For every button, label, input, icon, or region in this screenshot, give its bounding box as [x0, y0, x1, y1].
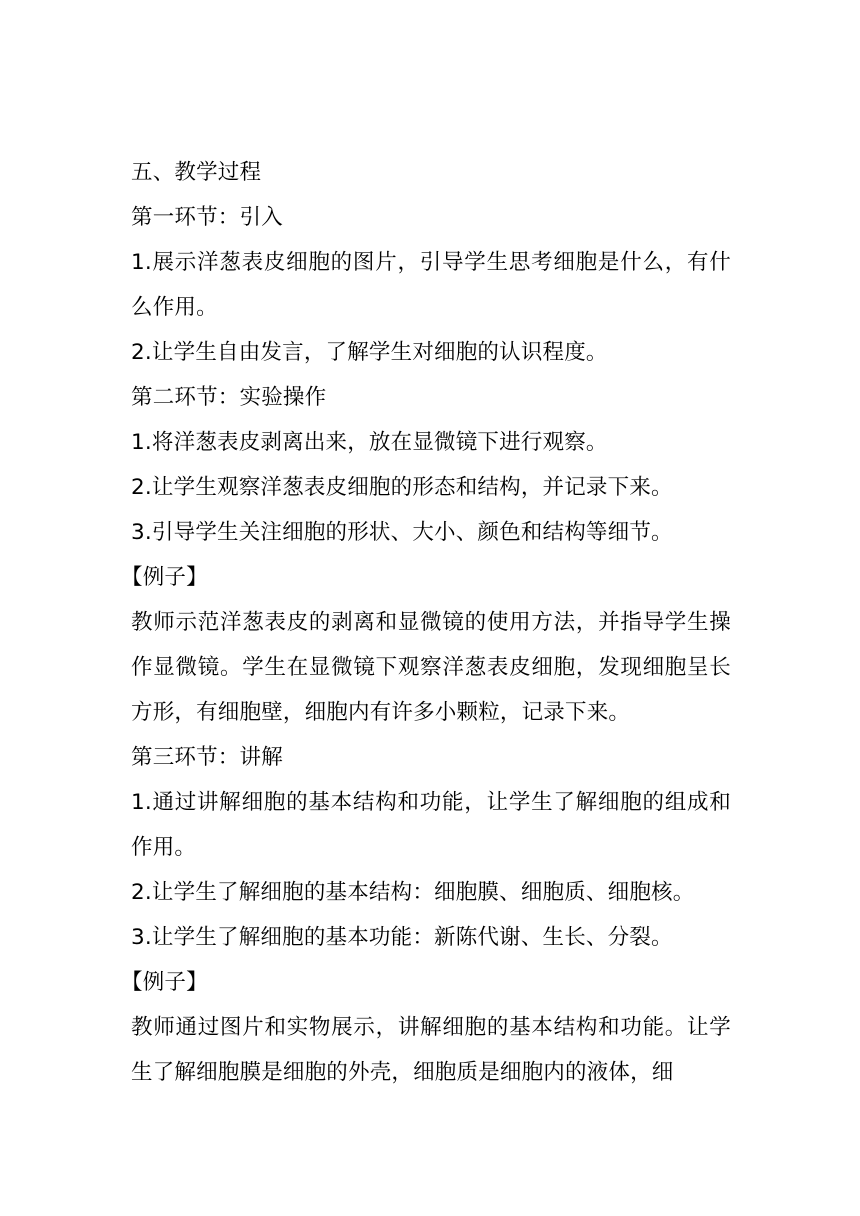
- example-text-1: 教师示范洋葱表皮的剥离和显微镜的使用方法，并指导学生操作显微镜。学生在显微镜下观察洋葱表皮细胞，发现细胞呈长方形，有细胞壁，细胞内有许多小颗粒，记录下来。: [131, 610, 731, 725]
- stage-3-item-2: 2.让学生了解细胞的基本结构：细胞膜、细胞质、细胞核。: [131, 880, 695, 905]
- stage-2-title: 第二环节：实验操作: [131, 385, 327, 410]
- stage-3-title: 第三环节：讲解: [131, 745, 283, 770]
- example-label-1: 【例子】: [121, 565, 208, 590]
- stage-1-item-1: 1.展示洋葱表皮细胞的图片，引导学生思考细胞是什么，有什么作用。: [131, 250, 731, 320]
- stage-3-item-1: 1.通过讲解细胞的基本结构和功能，让学生了解细胞的组成和作用。: [131, 790, 731, 860]
- stage-3-item-3: 3.让学生了解细胞的基本功能：新陈代谢、生长、分裂。: [131, 925, 673, 950]
- stage-2-item-2: 2.让学生观察洋葱表皮细胞的形态和结构，并记录下来。: [131, 475, 673, 500]
- stage-1-item-2: 2.让学生自由发言，了解学生对细胞的认识程度。: [131, 340, 608, 365]
- section-heading: 五、教学过程: [131, 160, 262, 185]
- stage-1-title: 第一环节：引入: [131, 205, 283, 230]
- example-text-2: 教师通过图片和实物展示，讲解细胞的基本结构和功能。让学生了解细胞膜是细胞的外壳，细胞质是细胞内的液体，细: [131, 1015, 731, 1085]
- example-label-2: 【例子】: [121, 970, 208, 995]
- stage-2-item-3: 3.引导学生关注细胞的形状、大小、颜色和结构等细节。: [131, 520, 673, 545]
- stage-2-item-1: 1.将洋葱表皮剥离出来，放在显微镜下进行观察。: [131, 430, 608, 455]
- document-body: [121, 150, 731, 1095]
